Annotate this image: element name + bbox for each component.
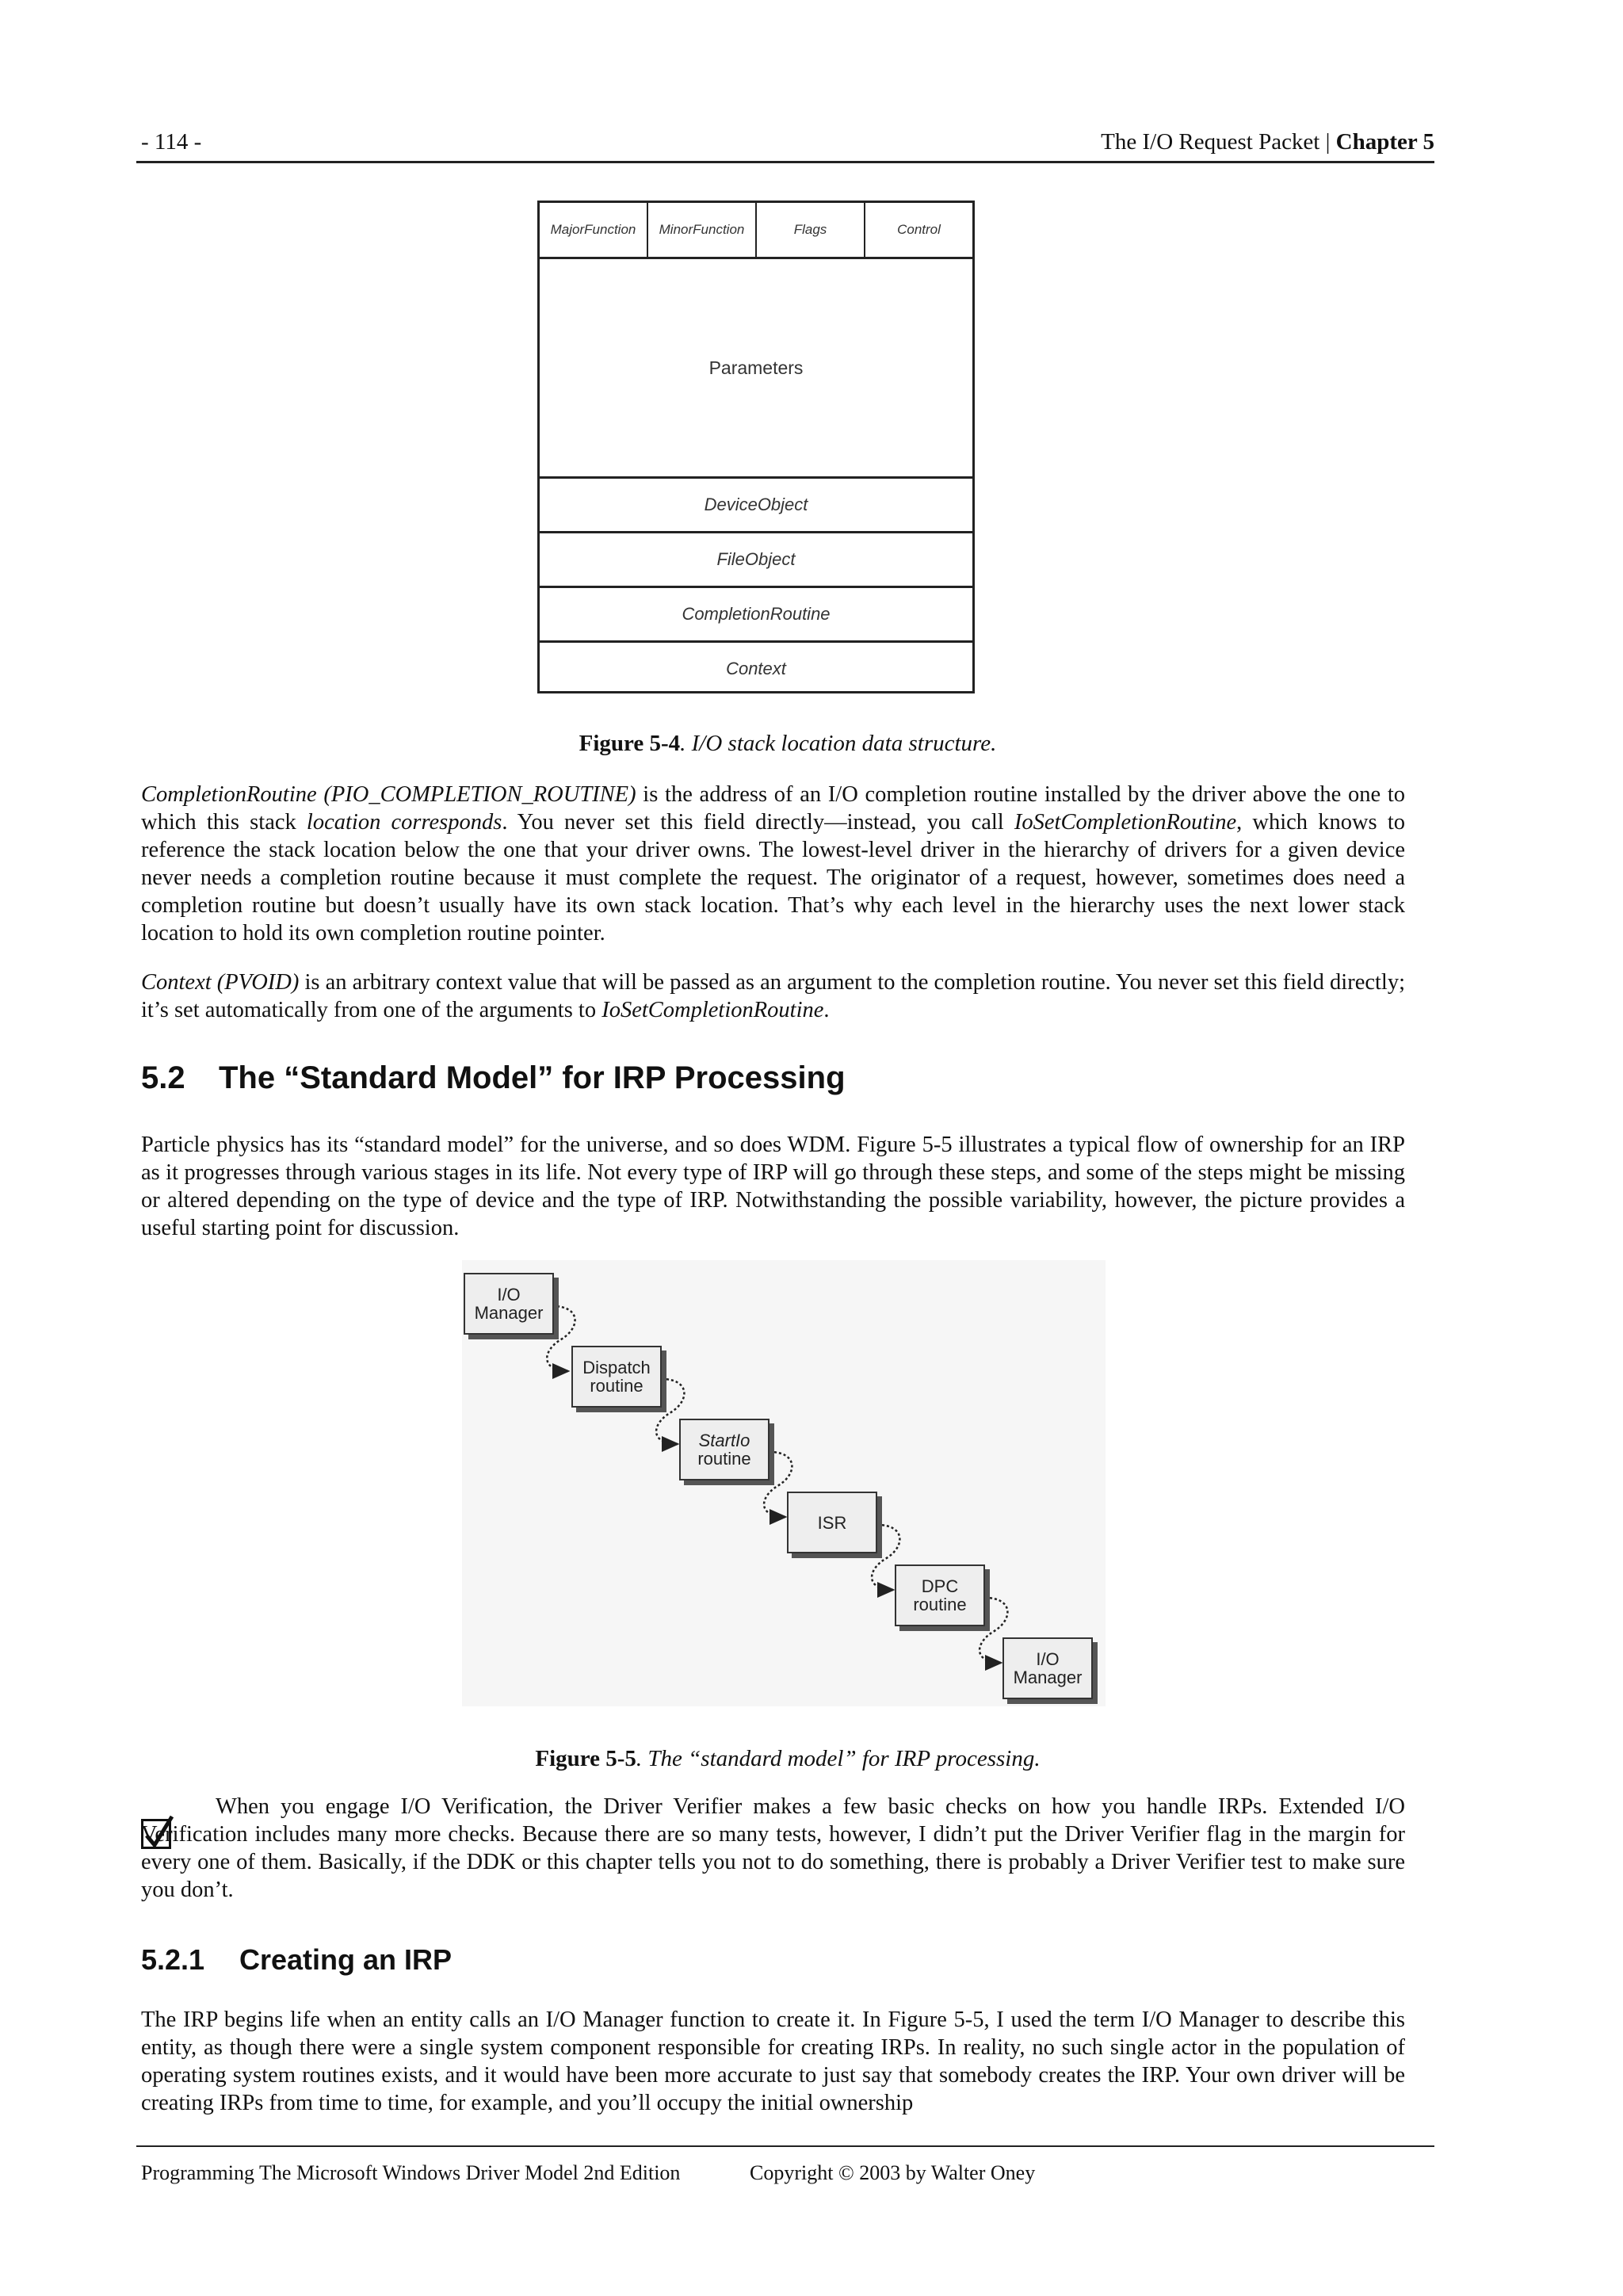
footer-book-title: Programming The Microsoft Windows Driver Model 2nd Edition <box>141 2161 681 2184</box>
section-number: 5.2.1 <box>141 1943 205 1976</box>
box-line1: ISR <box>817 1512 847 1533</box>
text-span: , which knows to reference the stack location below the one that your driver owns. The lowest-level driver in the hierarchy of drivers for a given device never needs a completion routine because it must complete the request. The originator of a request, however, sometimes does need a completion routine but doesn’t usually have its own stack location. That’s why each level in the hierarchy uses the next lower stack location to hold its own completion routine pointer. <box>141 810 1405 946</box>
page-number: - 114 - <box>141 129 202 155</box>
section-5-2-1-heading <box>141 1943 452 1977</box>
footer-copyright: Copyright © 2003 by Walter Oney <box>750 2161 1036 2184</box>
term-io-set-completion-routine: IoSetCompletionRoutine <box>1014 810 1237 835</box>
text-span: is an arbitrary context value that will be passed as an argument to the completion routine. You never set this field directly; it’s set automatically from one of the arguments to <box>141 970 1405 1022</box>
figure-5-5-text: . The “standard model” for IRP processing. <box>636 1746 1041 1771</box>
section-5-2-1-body: The IRP begins life when an entity calls an I/O Manager function to create it. In Figure 5-5, I used the term I/O Manager to describe this entity, as though there were a single system component responsible for creating IRPs. In reality, no such single actor in the population of operating system routines exists, and it would have been more accurate to just say that somebody creates the IRP. Your own driver will be creating IRPs from time to time, for example, and you’ll occupy the initial ownership <box>141 2008 1405 2115</box>
box-line2: routine <box>913 1595 967 1614</box>
box-line1: Dispatch <box>582 1358 651 1377</box>
box-line1: I/O <box>497 1285 521 1305</box>
field-flags: Flags <box>757 203 865 257</box>
footer-rule <box>136 2145 1434 2147</box>
box-line2: routine <box>697 1449 751 1469</box>
field-file-object: FileObject <box>540 533 972 588</box>
context-paragraph <box>141 968 1405 1024</box>
text-span: . You never set this field directly—instead, you call <box>502 810 1014 835</box>
box-line1: DPC <box>921 1576 959 1596</box>
box-line2: routine <box>590 1376 643 1396</box>
chapter-title: The I/O Request Packet | <box>1101 129 1336 155</box>
figure-5-5-label: Figure 5-5 <box>535 1746 636 1771</box>
box-line1: I/O <box>1036 1649 1060 1669</box>
running-header <box>1101 129 1434 155</box>
field-major-function: MajorFunction <box>540 203 648 257</box>
flow-box-startio-routine <box>679 1419 769 1480</box>
field-control: Control <box>897 222 941 237</box>
text-span: is the address of an I/O completion routine installed by the driver above the one to which this stack <box>141 782 1406 835</box>
flow-box-isr <box>787 1492 877 1553</box>
flow-box-io-manager-end <box>1002 1637 1093 1699</box>
irp-flow-diagram <box>462 1260 1106 1706</box>
section-5-2-body: Particle physics has its “standard model” for the universe, and so does WDM. Figure 5-5 illustrates a typical flow of ownership for an IRP as it progresses through various stages in its life. Not every type of IRP will go through these steps, and some of the steps might be missing or altered depending on the type of device and the type of IRP. Notwithstanding the possible variability, however, the picture provides a useful starting point for discussion. <box>141 1133 1405 1240</box>
field-minor-function: MinorFunction <box>648 203 757 257</box>
figure-5-4-text: . I/O stack location data structure. <box>680 731 997 756</box>
field-context: Context <box>726 659 786 678</box>
stack-top-fields <box>540 203 972 259</box>
flow-box-io-manager-start <box>464 1273 554 1335</box>
term-io-set-completion-routine: IoSetCompletionRoutine <box>601 998 824 1022</box>
box-line1: StartIo <box>698 1431 750 1450</box>
term-context: Context (PVOID) <box>141 970 300 995</box>
flow-box-dpc-routine <box>895 1564 985 1626</box>
box-line2: Manager <box>1013 1668 1083 1687</box>
figure-5-5-caption <box>141 1746 1434 1772</box>
section-title: Creating an IRP <box>239 1943 453 1976</box>
term-completion-routine: CompletionRoutine (PIO_COMPLETION_ROUTINE) <box>141 782 636 807</box>
flow-box-dispatch-routine <box>571 1346 662 1408</box>
section-number: 5.2 <box>141 1060 185 1095</box>
section-title: The “Standard Model” for IRP Processing <box>219 1060 846 1095</box>
chapter-label: Chapter 5 <box>1335 129 1434 155</box>
box-line2: Manager <box>474 1303 544 1323</box>
figure-5-4-label: Figure 5-4 <box>579 731 681 756</box>
figure-5-4-caption <box>141 731 1434 757</box>
header-rule <box>136 161 1434 163</box>
field-device-object: DeviceObject <box>540 479 972 533</box>
section-5-2-heading <box>141 1060 846 1096</box>
text-italic: location corresponds <box>306 810 502 835</box>
text-span: . <box>823 998 830 1022</box>
field-parameters: Parameters <box>540 259 972 479</box>
io-stack-location-diagram <box>537 201 975 693</box>
completion-routine-paragraph <box>141 781 1405 947</box>
field-completion-routine: CompletionRoutine <box>540 588 972 643</box>
driver-verifier-note: When you engage I/O Verification, the Driver Verifier makes a few basic checks on how you handle IRPs. Extended I/O Verification includes many more checks. Because there are so many tests, however, I didn’t put the Driver Verifier flag in the margin for every one of them. Basically, if the DDK or this chapter tells you not to do something, there is probably a Driver Verifier test to make sure you don’t. <box>141 1794 1405 1902</box>
